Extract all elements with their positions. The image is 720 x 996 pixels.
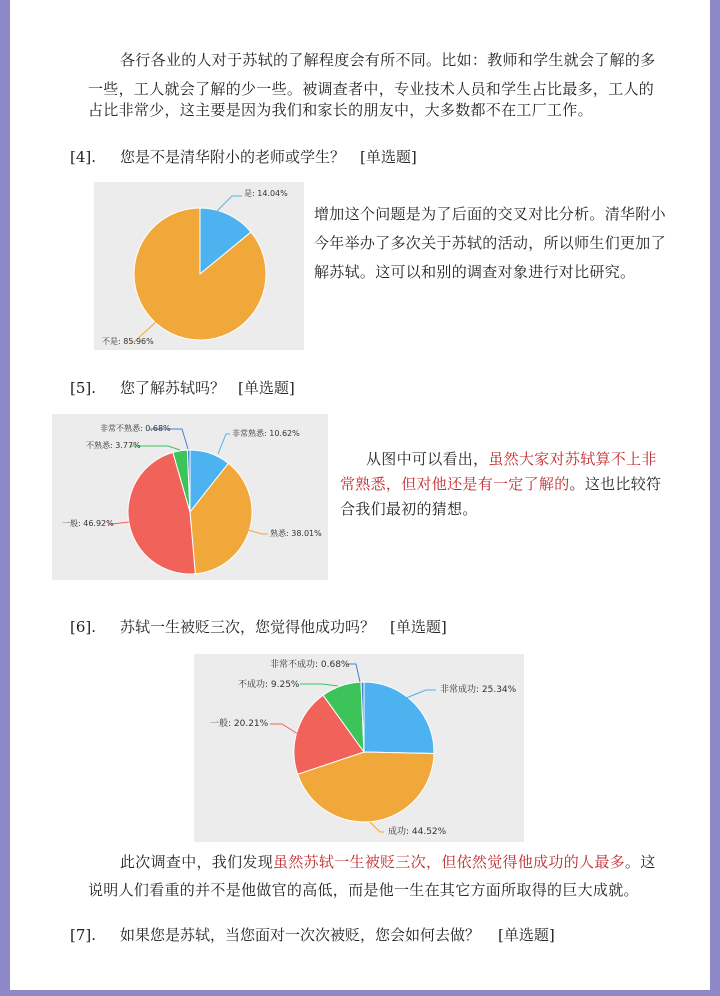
intro-line-2: 一些，工人就会了解的少一些。被调查者中，专业技术人员和学生占比最多，工人的 [88,80,655,98]
q6-note-line-1 [120,848,656,877]
pie-leader-line-3 [270,724,298,734]
q4-type: [单选题] [360,148,417,166]
intro-line-1: 各行各业的人对于苏轼的了解程度会有所不同。比如：教师和学生就会了解的多 [120,51,656,69]
pie-label-4: 不熟悉: 3.77% [86,441,141,450]
q6-note-line-2: 说明人们看重的并不是他做官的高低，而是他一生在其它方面所取得的巨大成就。 [88,881,639,899]
q5-note-1a: 从图中可以看出， [366,450,489,468]
pie-label-1: 非常熟悉: 10.62% [232,429,300,438]
q6-number: [6]. [70,618,97,636]
pie-label-4: 不成功: 9.25% [238,680,300,690]
pie-leader-line-4 [300,684,338,686]
q6-note-1b: 虽然苏轼一生被贬三次，但依然觉得他成功的人最多 [273,853,625,871]
q5-note-2a: 常熟悉，但对他还是有一定了解的 [340,475,570,493]
q5-note-2b: 。这也比较符 [569,475,662,493]
pie-leader-line-1 [216,196,242,212]
q5-number: [5]. [70,379,97,397]
document-page [10,0,710,990]
pie-label-2: 成功: 44.52% [388,827,447,837]
pie-label-3: 一般: 20.21% [210,719,269,729]
pie-slice-1 [364,682,434,753]
pie-leader-line-1 [406,690,436,698]
q6-note-1c: 。这 [624,853,656,871]
q4-note-line-2: 今年举办了多次关于苏轼的活动，所以师生们更加了 [314,234,666,252]
pie-label-5: 非常不熟悉: 0.68% [100,424,171,433]
pie-leader-line-1 [218,434,230,454]
q7-question: 如果您是苏轼，当您面对一次次被贬，您会如何去做？ [120,926,481,944]
q6-pie-svg [194,654,524,842]
q6-type: [单选题] [390,618,447,636]
intro-line-3: 占比非常少，这主要是因为我们和家长的朋友中，大多数都不在工厂工作。 [88,101,593,119]
q4-number: [4]. [70,148,97,166]
pie-label-2: 熟悉: 38.01% [270,529,322,538]
q4-note-line-3: 解苏轼。这可以和别的调查对象进行对比研究。 [314,263,636,281]
q5-pie-svg [52,414,328,580]
q5-pie-chart [52,414,328,580]
pie-leader-line-2 [370,822,384,832]
q5-note-1b: 虽然大家对苏轼算不上非 [488,450,657,468]
q4-question: 您是不是清华附小的老师或学生？ [120,148,346,166]
pie-label-2: 不是: 85.96% [102,337,154,346]
q5-type: [单选题] [238,379,295,397]
q4-note-line-1: 增加这个问题是为了后面的交叉对比分析。清华附小 [314,205,666,223]
q7-number: [7]. [70,926,97,944]
pie-label-1: 是: 14.04% [244,189,288,198]
pie-label-5: 非常不成功: 0.68% [270,660,350,670]
q4-pie-chart [94,182,304,350]
q6-note-1a: 此次调查中，我们发现 [120,853,274,871]
q4-pie-svg [94,182,304,350]
q6-question: 苏轼一生被贬三次，您觉得他成功吗？ [120,618,376,636]
q5-question: 您了解苏轼吗？ [120,379,226,397]
q7-type: [单选题] [498,926,555,944]
q6-pie-chart [194,654,524,842]
pie-leader-line-2 [248,530,268,534]
q5-note-line-3: 合我们最初的猜想。 [340,500,478,518]
pie-label-1: 非常成功: 25.34% [440,685,517,695]
pie-label-3: 一般: 46.92% [62,519,114,528]
